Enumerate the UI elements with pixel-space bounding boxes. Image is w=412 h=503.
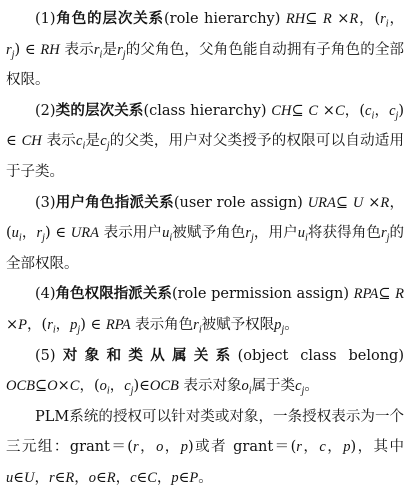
math-subscript: i: [52, 324, 56, 336]
math-symbol: CH: [21, 133, 42, 150]
math-symbol: C: [334, 102, 345, 119]
body-text: ，: [115, 469, 131, 486]
math-symbol: R: [395, 286, 405, 303]
math-subscript: i: [18, 232, 22, 244]
math-subscript: j: [250, 232, 254, 244]
body-text: 属于类: [251, 378, 296, 395]
paragraph-p4: [6, 279, 404, 340]
relation-name: 类的层次关系: [55, 101, 144, 119]
body-text: ∈: [95, 469, 107, 486]
math-symbol: r: [93, 41, 100, 58]
math-symbol: P: [18, 316, 28, 333]
body-text: (2): [35, 102, 56, 119]
math-symbol: C: [69, 378, 80, 395]
math-symbol: u: [162, 225, 170, 242]
body-text: ，: [55, 316, 71, 333]
math-symbol: r: [132, 439, 139, 456]
body-text: ⊆: [35, 378, 48, 395]
body-text: ，: [374, 102, 390, 119]
body-text: ×: [363, 194, 381, 211]
math-symbol: RPA: [353, 286, 379, 303]
math-subscript: j: [130, 385, 134, 397]
paragraph-p2: [6, 96, 404, 188]
math-subscript: j: [301, 385, 305, 397]
math-symbol: o: [156, 439, 164, 456]
body-text: )或者 grant＝(: [188, 439, 297, 456]
body-text: ∈: [178, 469, 190, 486]
body-text: )∈: [133, 378, 150, 395]
body-text: 表示: [59, 41, 94, 58]
math-symbol: C: [147, 469, 157, 486]
body-text: ，(: [344, 102, 366, 119]
math-symbol: c: [295, 378, 302, 395]
body-text: (user role assign): [173, 194, 308, 211]
math-symbol: c: [100, 133, 107, 150]
paragraph-p5: [6, 341, 404, 402]
math-subscript: j: [122, 49, 126, 61]
math-symbol: c: [389, 102, 396, 119]
math-symbol: p: [70, 316, 78, 333]
body-text: ∈: [54, 469, 66, 486]
body-text: ，: [109, 378, 125, 395]
paragraph-p3: [6, 188, 404, 280]
math-symbol: R: [65, 469, 75, 486]
math-symbol: CH: [271, 102, 292, 119]
body-text: ⊆: [335, 194, 353, 211]
body-text: 。: [284, 316, 299, 333]
math-subscript: j: [281, 324, 285, 336]
math-symbol: u: [11, 225, 19, 242]
body-text: 的父类，用户对父类授予的权限可以自动适用于子类。: [6, 133, 405, 180]
math-symbol: C: [308, 102, 319, 119]
body-text: ) ∈: [6, 102, 405, 150]
math-symbol: c: [124, 378, 131, 395]
body-text: 。: [198, 469, 213, 486]
math-symbol: r: [117, 41, 123, 58]
math-symbol: r: [193, 316, 199, 333]
body-text: (3): [35, 194, 56, 211]
math-symbol: URA: [70, 225, 99, 242]
math-symbol: U: [352, 194, 364, 211]
math-subscript: i: [304, 232, 308, 244]
math-symbol: P: [189, 469, 199, 486]
body-text: 表示: [41, 133, 77, 150]
paragraph-p6: [6, 402, 404, 494]
body-text: ，: [156, 469, 172, 486]
body-text: 。: [304, 378, 319, 395]
math-symbol: c: [130, 469, 137, 486]
math-symbol: r: [380, 225, 387, 242]
body-text: ，: [138, 439, 157, 456]
math-subscript: j: [386, 232, 390, 244]
body-text: 将获得角色: [307, 225, 381, 242]
body-text: 表示角色: [130, 316, 194, 333]
math-subscript: i: [106, 385, 110, 397]
body-text: ×: [6, 316, 19, 333]
math-subscript: i: [371, 110, 375, 122]
math-subscript: i: [248, 385, 252, 397]
math-subscript: i: [385, 18, 389, 30]
body-text: ，用户: [253, 225, 298, 242]
body-text: ，: [74, 469, 89, 486]
math-symbol: o: [99, 378, 107, 395]
relation-name: 角色权限指派关系: [55, 285, 172, 303]
body-text: ，: [325, 439, 344, 456]
body-text: ，: [21, 225, 37, 242]
body-text: ，(: [358, 11, 381, 27]
body-text: ) ∈: [14, 41, 41, 58]
math-subscript: j: [77, 324, 81, 336]
body-text: ) ∈: [80, 316, 106, 333]
body-text: ⊆: [305, 11, 323, 27]
body-text: ，(: [27, 316, 48, 333]
body-text: )，其中: [350, 439, 405, 456]
body-text: 表示对象: [178, 378, 242, 395]
math-symbol: OCB: [6, 378, 35, 395]
math-symbol: c: [365, 102, 372, 119]
math-symbol: r: [48, 469, 55, 486]
body-text: ，(: [6, 194, 405, 242]
math-symbol: RPA: [105, 316, 131, 333]
math-symbol: RH: [285, 11, 306, 27]
math-symbol: OCB: [149, 378, 179, 395]
body-text: 是: [102, 41, 118, 58]
body-text: ，: [34, 469, 49, 486]
math-symbol: p: [171, 469, 179, 486]
body-text: (role permission assign): [171, 286, 354, 303]
math-symbol: p: [180, 439, 188, 456]
math-symbol: c: [319, 439, 326, 456]
body-text: ∈: [13, 469, 24, 486]
body-text: ，: [163, 439, 181, 456]
math-symbol: r: [6, 41, 12, 58]
body-text: ×: [331, 11, 350, 27]
body-text: 的父角色，父角色能自动拥有子角色的全部权限。: [6, 41, 405, 89]
paragraph-p1: [6, 4, 404, 96]
math-symbol: p: [343, 439, 351, 456]
body-text: 被赋予角色: [172, 225, 246, 242]
body-text: 是: [85, 133, 101, 150]
math-subscript: j: [11, 49, 15, 61]
body-text: PLM系统的授权可以针对类或对象，一条授权表示为一个三元组：grant＝(: [6, 408, 404, 456]
math-subscript: j: [106, 140, 110, 152]
body-text: ，: [301, 439, 320, 456]
body-text: (role hierarchy): [164, 11, 286, 27]
math-subscript: i: [198, 324, 202, 336]
math-symbol: r: [47, 316, 53, 333]
body-text: ∈: [136, 469, 148, 486]
math-symbol: r: [296, 439, 302, 456]
math-symbol: R: [322, 11, 332, 27]
math-symbol: R: [106, 469, 116, 486]
math-subscript: i: [99, 49, 103, 61]
math-symbol: u: [6, 469, 14, 486]
body-text: ) ∈: [44, 225, 71, 242]
body-text: ×: [57, 378, 70, 395]
math-symbol: p: [274, 316, 282, 333]
math-symbol: r: [245, 225, 251, 242]
math-symbol: r: [36, 225, 43, 242]
math-symbol: U: [23, 469, 35, 486]
math-symbol: c: [76, 133, 83, 150]
body-text: (class hierarchy): [143, 102, 272, 119]
body-text: 的全部权限。: [6, 225, 405, 272]
math-symbol: o: [88, 469, 96, 486]
body-text: (object class belong): [237, 347, 404, 364]
body-text: ×: [318, 102, 335, 119]
math-subscript: i: [82, 140, 86, 152]
body-text: ⊆: [291, 102, 309, 119]
math-symbol: o: [241, 378, 249, 395]
math-symbol: R: [380, 194, 390, 211]
body-text: (5): [35, 347, 56, 364]
relation-name: 对象和类从属关系: [55, 346, 238, 364]
math-symbol: r: [380, 11, 386, 27]
body-text: 表示用户: [98, 225, 163, 242]
math-symbol: u: [297, 225, 305, 242]
relation-name: 用户角色指派关系: [55, 193, 174, 211]
body-text: ，(: [79, 378, 100, 395]
math-symbol: RH: [40, 41, 60, 58]
math-subscript: j: [395, 110, 399, 122]
body-text: 被赋予权限: [201, 316, 275, 333]
body-text: (4): [35, 286, 56, 303]
body-text: ，: [388, 11, 404, 27]
body-text: (1): [35, 11, 56, 27]
math-symbol: R: [349, 11, 359, 27]
math-subscript: j: [42, 232, 45, 244]
math-symbol: URA: [307, 194, 336, 211]
relation-name: 角色的层次关系: [55, 10, 165, 27]
body-text: ⊆: [378, 286, 396, 303]
math-subscript: i: [169, 232, 173, 244]
math-symbol: O: [47, 378, 58, 395]
